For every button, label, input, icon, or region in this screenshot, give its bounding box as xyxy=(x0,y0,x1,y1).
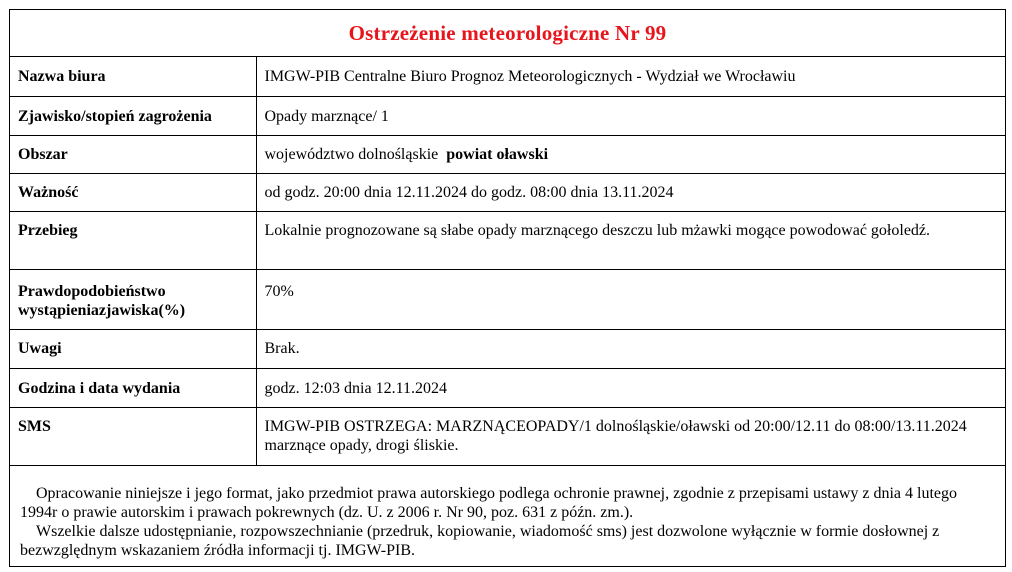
redistribution-paragraph: Wszelkie dalsze udostępnianie, rozpowszechnianie (przedruk, kopiowanie, wiadomość sms) jest dozwolone wyłącznie w formie dosłownej z bezwzględnym wskazaniem źródła informacji tj. IMGW-PIB. xyxy=(20,523,940,559)
row-value-remarks: Brak. xyxy=(256,329,1005,368)
row-value-issued: godz. 12:03 dnia 12.11.2024 xyxy=(256,368,1005,407)
row-value-course: Lokalnie prognozowane są słabe opady marznącego deszczu lub mżawki mogące powodować gołoledź. xyxy=(256,211,1005,269)
row-value-probability: 70% xyxy=(256,269,1005,329)
row-label-phenomenon: Zjawisko/stopień zagrożenia xyxy=(10,96,256,135)
copyright-paragraph: Opracowanie niniejsze i jego format, jako przedmiot prawa autorskiego podlega ochronie prawnej, zgodnie z przepisami ustawy z dnia 4 lutego 1994r o prawie autorskim i prawach pokrewnych (dz. U. z 2006 r. Nr 90, poz. 631 z późn. zm.). xyxy=(20,485,958,521)
row-value-validity: od godz. 20:00 dnia 12.11.2024 do godz. 08:00 dnia 13.11.2024 xyxy=(256,173,1005,211)
row-label-course: Przebieg xyxy=(10,211,256,269)
warning-table xyxy=(10,57,1005,466)
row-label-remarks: Uwagi xyxy=(10,329,256,368)
row-value-area xyxy=(256,135,1005,173)
table-row xyxy=(10,57,1005,96)
table-row xyxy=(10,211,1005,269)
row-label-sms: SMS xyxy=(10,407,256,465)
table-row xyxy=(10,96,1005,135)
row-label-issued: Godzina i data wydania xyxy=(10,368,256,407)
row-value-office: IMGW-PIB Centralne Biuro Prognoz Meteorologicznych - Wydział we Wrocławiu xyxy=(256,57,1005,96)
table-row xyxy=(10,407,1005,465)
table-row xyxy=(10,269,1005,329)
row-label-validity: Ważność xyxy=(10,173,256,211)
copyright-footer xyxy=(10,465,1005,560)
row-label-probability: Prawdopodobieństwo wystąpieniazjawiska(%) xyxy=(10,269,256,329)
table-row xyxy=(10,368,1005,407)
row-value-phenomenon: Opady marznące/ 1 xyxy=(256,96,1005,135)
row-label-area: Obszar xyxy=(10,135,256,173)
row-label-office: Nazwa biura xyxy=(10,57,256,96)
area-region: województwo dolnośląskie xyxy=(264,145,439,163)
area-county: powiat oławski xyxy=(446,145,549,163)
table-row xyxy=(10,135,1005,173)
title-row xyxy=(10,10,1005,57)
table-row xyxy=(10,329,1005,368)
warning-title: Ostrzeżenie meteorologiczne Nr 99 xyxy=(348,20,667,45)
row-value-sms: IMGW-PIB OSTRZEGA: MARZNĄCEOPADY/1 dolnośląskie/oławski od 20:00/12.11 do 08:00/13.11.2024 marznące opady, drogi śliskie. xyxy=(256,407,1005,465)
table-row xyxy=(10,173,1005,211)
warning-document xyxy=(9,9,1006,567)
